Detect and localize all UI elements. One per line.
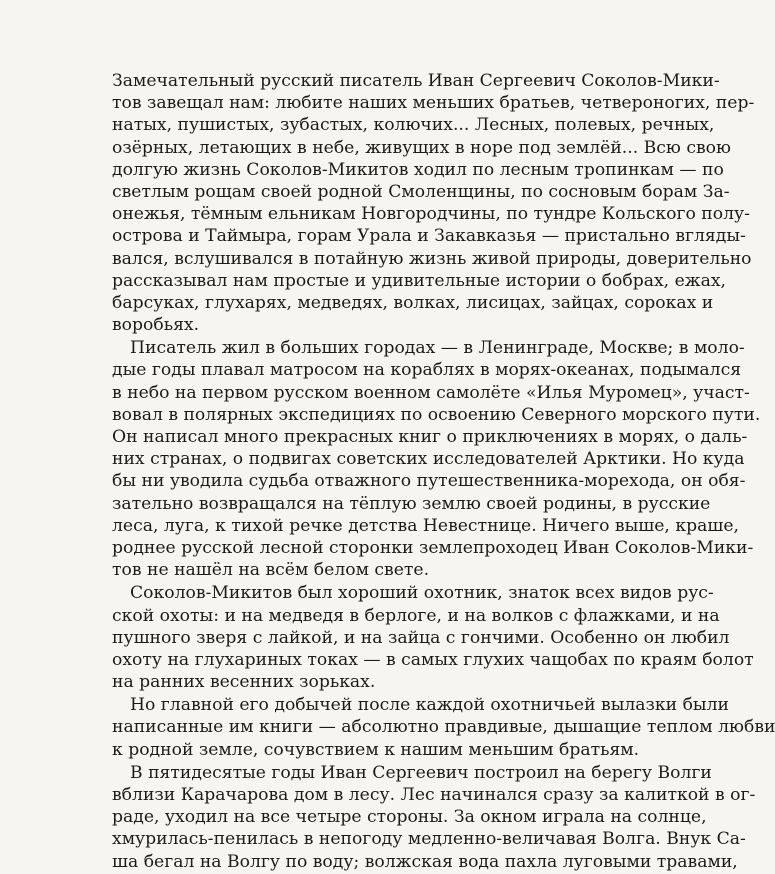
text-line: тов завещал нам: любите наших меньших братьев, четвероногих, пер-	[112, 93, 755, 114]
text-line: раде, уходил на все четыре стороны. За окном играла на солнце,	[112, 807, 707, 828]
text-line: написанные им книги — абсолютно правдивые, дышащие теплом любви	[112, 717, 775, 738]
text-line: них странах, о подвигах советских исследователей Арктики. Но куда	[112, 449, 745, 470]
text-line: озёрных, летающих в небе, живущих в норе под землёй... Всю свою	[112, 137, 731, 158]
text-line: светлым рощам своей родной Смоленщины, по сосновым борам За-	[112, 181, 730, 202]
paragraph-2	[112, 337, 761, 581]
text-line: тов не нашёл на всём белом свете.	[112, 560, 430, 581]
text-line: Но главной его добычей после каждой охотничьей вылазки были	[130, 695, 729, 716]
text-line: В пятидесятые годы Иван Сергеевич построил на берегу Волги	[130, 762, 712, 783]
paragraph-3	[112, 582, 754, 693]
text-line: ской охоты: и на медведя в берлоге, и на волков с флажками, и на	[112, 605, 720, 626]
text-line: в небо на первом русском военном самолёте «Илья Муромец», участ-	[112, 382, 750, 403]
text-line: воробьях.	[112, 315, 200, 336]
paragraph-1	[112, 70, 755, 336]
text-line: рассказывал нам простые и удивительные истории о бобрах, ежах,	[112, 270, 726, 291]
text-line: к родной земле, сочувствием к нашим меньшим братьям.	[112, 739, 640, 760]
text-line: барсуках, глухарях, медведях, волках, лисицах, зайцах, сороках и	[112, 292, 714, 313]
text-line: роднее русской лесной сторонки землепроходец Иван Соколов-Мики-	[112, 537, 754, 558]
text-line: вблизи Карачарова дом в лесу. Лес начинался сразу за калиткой в ог-	[112, 785, 756, 805]
body-text	[112, 70, 775, 874]
text-line: Замечательный русский писатель Иван Сергеевич Соколов-Мики-	[112, 71, 720, 91]
text-line: зательно возвращался на тёплую землю своей родины, в русские	[112, 493, 711, 514]
text-line: бы ни уводила судьба отважного путешественника-морехода, он обя-	[112, 471, 746, 492]
text-line: вался, вслушивался в потайную жизнь живой природы, доверительно	[112, 248, 752, 269]
text-line: леса, луга, к тихой речке детства Невестнице. Ничего выше, краше,	[112, 515, 739, 536]
text-line: острова и Таймыра, горам Урала и Закавказья — пристально вгляды-	[112, 226, 746, 247]
text-line: долгую жизнь Соколов-Микитов ходил по лесным тропинкам — по	[112, 159, 724, 180]
text-line: вовал в полярных экспедициях по освоению Северного морского пути.	[112, 404, 761, 425]
text-line: хмурилась-пенилась в непогоду медленно-величавая Волга. Внук Са-	[112, 829, 746, 850]
text-line: охоту на глухариных токах — в самых глухих чащобах по краям болот	[112, 649, 754, 670]
paragraph-4	[112, 694, 775, 761]
text-line: Соколов-Микитов был хороший охотник, знаток всех видов рус-	[130, 583, 714, 604]
text-line: Писатель жил в больших городах — в Ленинграде, Москве; в моло-	[130, 338, 745, 359]
text-line: ша бегал на Волгу по воду; волжская вода пахла луговыми травами,	[112, 851, 738, 872]
text-line: онежья, тёмным ельникам Новгородчины, по тундре Кольского полу-	[112, 204, 750, 225]
text-line: на ранних весенних зорьках.	[112, 672, 376, 693]
text-line: Он написал много прекрасных книг о приключениях в морях, о даль-	[112, 427, 748, 447]
text-line: натых, пушистых, зубастых, колючих... Лесных, полевых, речных,	[112, 115, 715, 136]
text-line: пушного зверя с лайкой, и на зайца с гончими. Особенно он любил	[112, 627, 730, 648]
paragraph-5	[112, 762, 756, 873]
text-line: дые годы плавал матросом на кораблях в морях-океанах, подымался	[112, 360, 742, 381]
